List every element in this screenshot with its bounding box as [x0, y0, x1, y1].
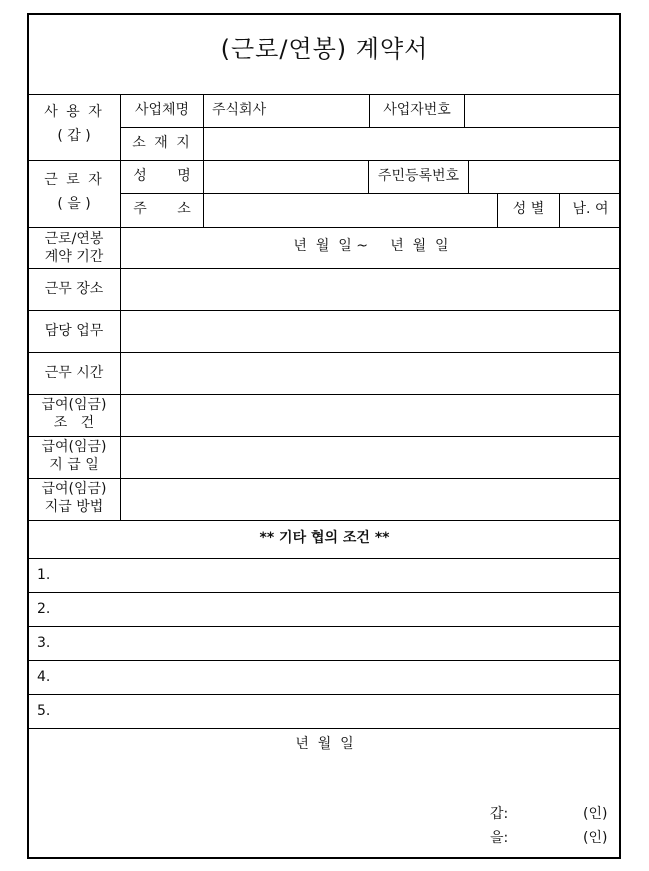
other-item-2: 2.	[37, 601, 51, 617]
rule	[28, 160, 621, 161]
pay-day-label: 급여(임금)	[41, 439, 107, 455]
other-item-5: 5.	[37, 703, 51, 719]
signature-party-employer: 갑:	[490, 806, 509, 822]
rule	[120, 127, 621, 128]
pay-method-label-2: 지급 방법	[44, 499, 104, 515]
pay-method-label: 급여(임금)	[41, 481, 107, 497]
other-item-1: 1.	[37, 567, 51, 583]
location-label: 소 재 지	[132, 135, 192, 151]
employee-label: 근 로 자	[44, 172, 104, 188]
salary-terms-label-2: 조 건	[53, 415, 95, 431]
document-title: (근로/연봉) 계약서	[220, 35, 429, 63]
contract-period-value: 년 월 일 ~ 년 월 일	[293, 238, 449, 254]
rule	[28, 558, 621, 559]
signature-seal-employee: (인)	[583, 830, 608, 846]
rule	[468, 160, 469, 193]
rule	[28, 352, 621, 353]
rule	[28, 728, 621, 729]
workplace-label: 근무 장소	[44, 281, 104, 297]
work-hours-label: 근무 시간	[44, 365, 104, 381]
rule	[28, 394, 621, 395]
resident-no-label: 주민등록번호	[377, 168, 460, 184]
rule	[120, 94, 121, 520]
duties-label: 담당 업무	[44, 323, 104, 339]
contract-date: 년 월 일	[295, 736, 354, 752]
salary-terms-label: 급여(임금)	[41, 397, 107, 413]
other-item-3: 3.	[37, 635, 51, 651]
signature-seal-employer: (인)	[583, 806, 608, 822]
signature-party-employee: 을:	[490, 830, 509, 846]
name-label: 성 명	[133, 168, 191, 184]
gender-label: 성 별	[512, 201, 545, 217]
contract-period-label: 근로/연봉	[44, 231, 104, 247]
rule	[28, 268, 621, 269]
contract-period-label-2: 계약 기간	[44, 249, 104, 265]
rule	[28, 592, 621, 593]
rule	[28, 436, 621, 437]
company-name-label: 사업체명	[134, 102, 190, 118]
company-name-value: 주식회사	[212, 102, 267, 118]
employer-label: 사 용 자	[44, 104, 104, 120]
rule	[28, 694, 621, 695]
employer-label-sub: ( 갑 )	[57, 128, 91, 144]
rule	[28, 626, 621, 627]
rule	[464, 94, 465, 127]
other-item-4: 4.	[37, 669, 51, 685]
rule	[28, 310, 621, 311]
rule	[120, 193, 621, 194]
rule	[28, 478, 621, 479]
rule	[203, 94, 204, 227]
rule	[28, 94, 621, 95]
gender-value: 남. 여	[572, 201, 609, 217]
employee-label-sub: ( 을 )	[57, 196, 91, 212]
rule	[28, 660, 621, 661]
rule	[28, 520, 621, 521]
rule	[28, 227, 621, 228]
business-no-label: 사업자번호	[383, 102, 451, 118]
pay-day-label-2: 지 급 일	[49, 457, 99, 473]
address-label: 주 소	[133, 201, 191, 217]
other-conditions-header: ** 기타 협의 조건 **	[259, 530, 390, 546]
